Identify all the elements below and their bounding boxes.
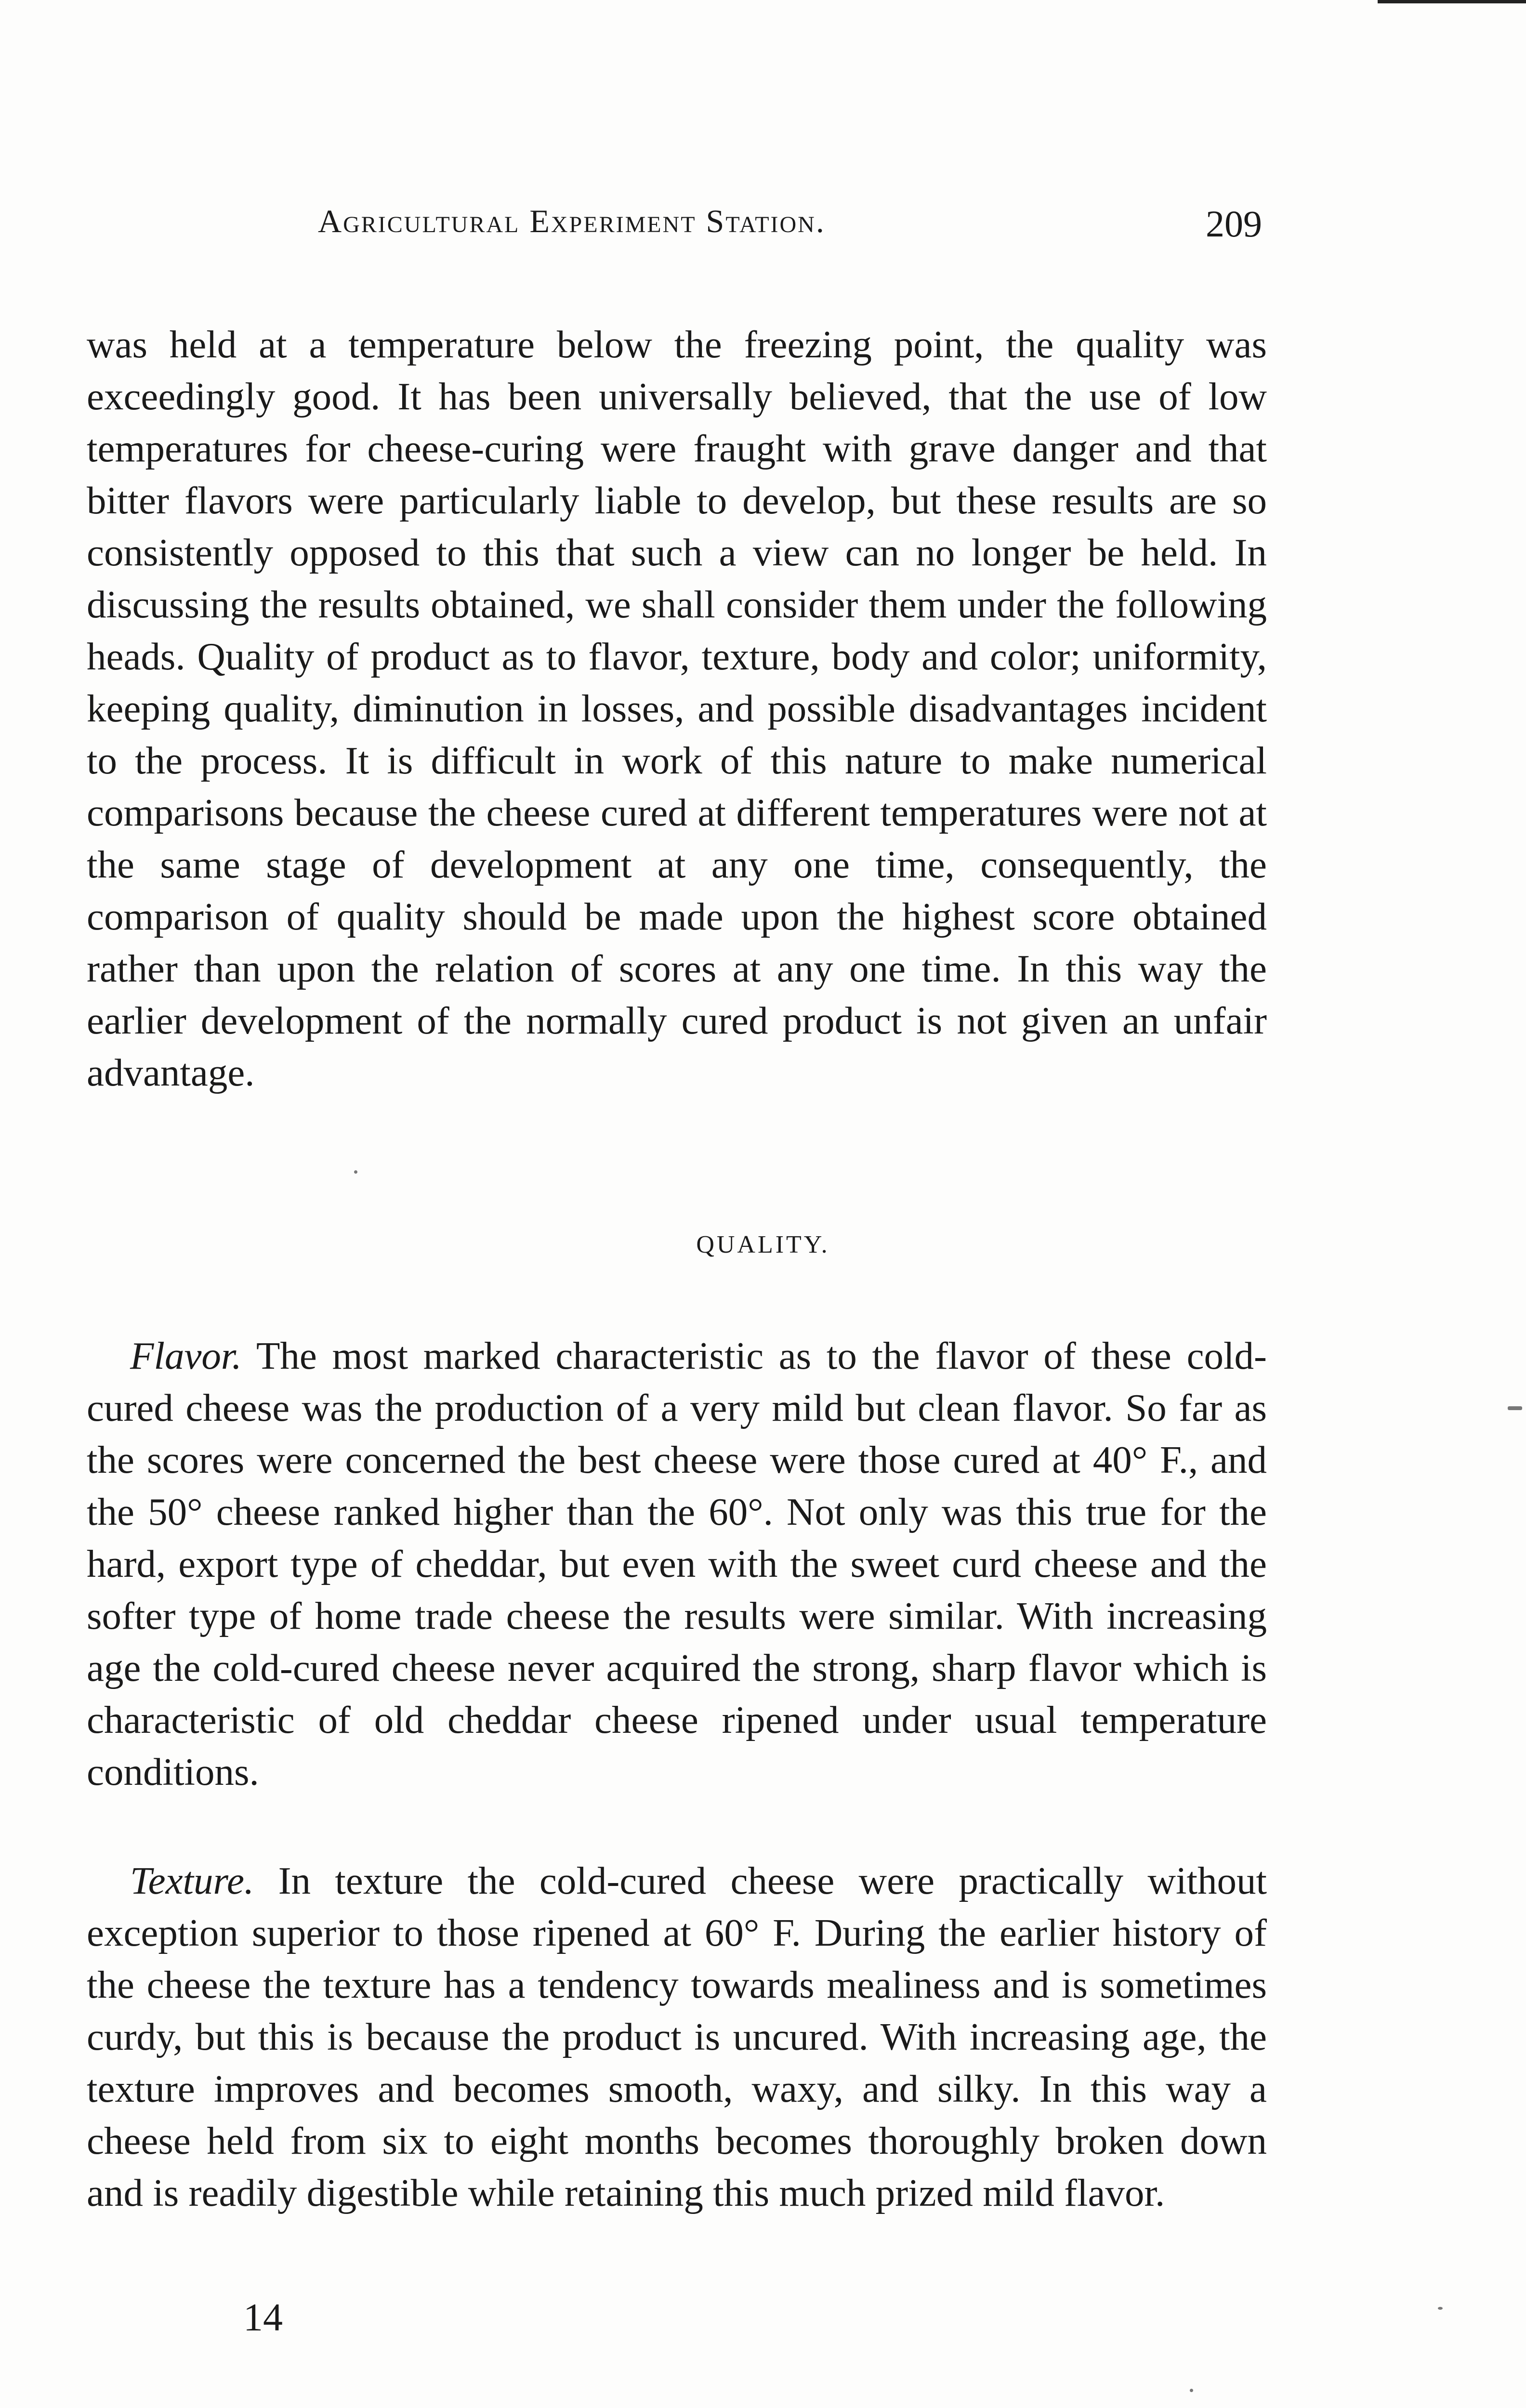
texture-label: Texture. [130, 1859, 254, 1902]
flavor-text: The most marked characteristic as to the flavor of these cold-cured cheese was the production of a very mild but clean flavor. So far as the scores were concerned the best cheese were those cured at 40° F., and the 50° cheese ranked higher than the 60°. Not only was this true for the hard, export type of cheddar, but even with the sweet curd cheese and the softer type of home trade cheese the results were similar. With increasing age the cold-cured cheese never acquired the strong, sharp flavor which is characteristic of old cheddar cheese ripened under usual temperature conditions. [87, 1334, 1267, 1793]
page-number: 209 [1206, 203, 1262, 245]
flavor-paragraph [87, 1330, 1267, 1798]
top-edge-rule [1378, 0, 1526, 3]
section-heading: QUALITY. [696, 1231, 830, 1258]
page-speck [1438, 2307, 1443, 2310]
texture-paragraph [87, 1855, 1267, 2219]
page-speck [1190, 2389, 1193, 2392]
page-speck [354, 1170, 357, 1174]
opening-paragraph: was held at a temperature below the freezing point, the quality was exceedingly good. It has been universally believed, that the use of low temperatures for cheese-curing were fraught with grave danger and that bitter flavors were particularly liable to develop, but these results are so consistently opposed to this that such a view can no longer be held. In discussing the results obtained, we shall consider them under the following heads. Quality of product as to flavor, texture, body and color; uniformity, keeping quality, diminution in losses, and possible disadvantages incident to the process. It is difficult in work of this nature to make numerical comparisons because the cheese cured at different temperatures were not at the same stage of development at any one time, consequently, the comparison of quality should be made upon the highest score obtained rather than upon the relation of scores at any one time. In this way the earlier development of the normally cured product is not given an unfair advantage. [87, 323, 1267, 1094]
running-head [96, 193, 1262, 245]
running-title: Agricultural Experiment Station. [318, 203, 826, 239]
page-speck [1508, 1406, 1522, 1410]
texture-text: In texture the cold-cured cheese were practically without exception superior to those ripened at 60° F. During the earlier history of the cheese the texture has a tendency towards mealiness and is sometimes curdy, but this is because the product is uncured. With increasing age, the texture improves and becomes smooth, waxy, and silky. In this way a cheese held from six to eight months becomes thoroughly broken down and is readily digestible while retaining this much prized mild flavor. [87, 1859, 1267, 2214]
signature-mark: 14 [243, 2295, 283, 2339]
flavor-label: Flavor. [130, 1334, 242, 1377]
